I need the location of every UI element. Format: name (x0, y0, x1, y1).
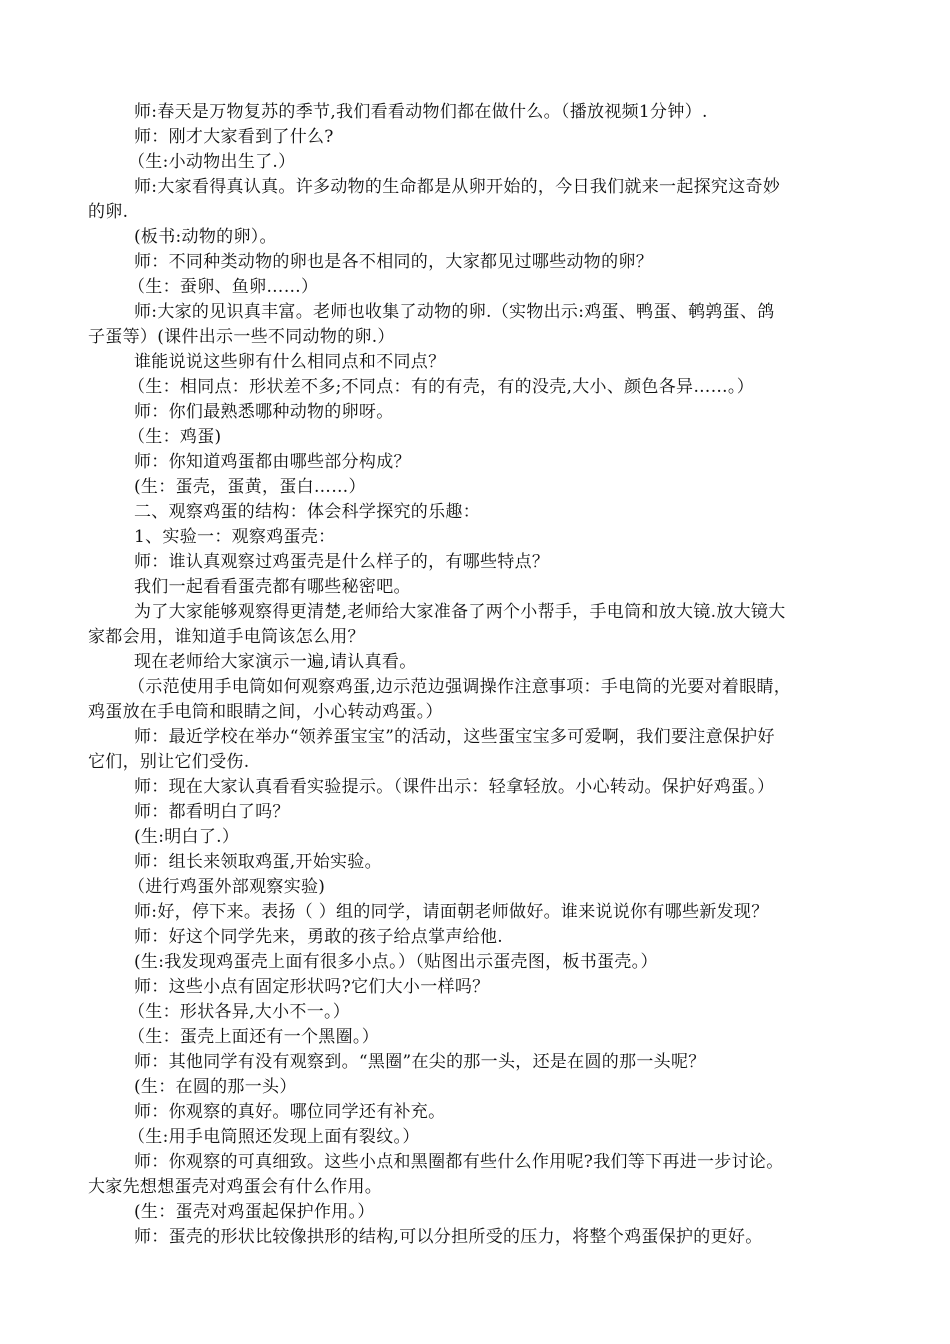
text-line: 的卵. (88, 202, 129, 222)
text-line: （生:用手电筒照还发现上面有裂纹。） (128, 1127, 420, 1147)
text-line: 它们，别让它们受伤. (88, 752, 250, 772)
text-line: 鸡蛋放在手电筒和眼睛之间，小心转动鸡蛋。） (88, 702, 443, 722)
text-line: 师：其他同学有没有观察到。“黑圈”在尖的那一头，还是在圆的那一头呢？ (134, 1052, 706, 1072)
text-line: 谁能说说这些卵有什么相同点和不同点？ (134, 352, 446, 372)
text-line: 师:大家的见识真丰富。老师也收集了动物的卵.（实物出示:鸡蛋、鸭蛋、鹌鹑蛋、鸽 (134, 302, 775, 322)
text-line: 师：这些小点有固定形状吗?它们大小一样吗？ (134, 977, 490, 997)
text-line: 师:大家看得真认真。许多动物的生命都是从卵开始的，今日我们就来一起探究这奇妙 (134, 177, 781, 197)
text-line: 师：组长来领取鸡蛋,开始实验。 (134, 852, 382, 872)
text-line: 家都会用，谁知道手电筒该怎么用？ (88, 627, 365, 647)
text-line: 师：蛋壳的形状比较像拱形的结构,可以分担所受的压力，将整个鸡蛋保护的更好。 (134, 1227, 763, 1247)
text-line: 师：你观察的真好。哪位同学还有补充。 (134, 1102, 446, 1122)
text-line: 师：不同种类动物的卵也是各不相同的，大家都见过哪些动物的卵？ (134, 252, 653, 272)
text-line: 师：你知道鸡蛋都由哪些部分构成？ (134, 452, 411, 472)
text-line: （进行鸡蛋外部观察实验) (128, 877, 326, 897)
text-line: (生：蛋壳，蛋黄，蛋白……） (134, 477, 366, 497)
text-line: （生：形状各异,大小不一。） (128, 1002, 351, 1022)
text-line: 师：谁认真观察过鸡蛋壳是什么样子的，有哪些特点？ (134, 552, 550, 572)
text-line: 现在老师给大家演示一遍,请认真看。 (134, 652, 417, 672)
section-heading: 二、观察鸡蛋的结构：体会科学探究的乐趣： (134, 502, 480, 522)
text-line: （示范使用手电筒如何观察鸡蛋,边示范边强调操作注意事项：手电筒的光要对着眼睛， (128, 677, 792, 697)
text-line: 师:春天是万物复苏的季节,我们看看动物们都在做什么。（播放视频1分钟）. (134, 102, 708, 122)
text-line: 师：好这个同学先来，勇敢的孩子给点掌声给他. (134, 927, 504, 947)
text-line: （生：相同点：形状差不多;不同点：有的有壳，有的没壳,大小、颜色各异……。） (128, 377, 755, 397)
text-line: 为了大家能够观察得更清楚,老师给大家准备了两个小帮手，手电筒和放大镜.放大镜大 (134, 602, 786, 622)
text-line: (生:明白了.） (134, 827, 240, 847)
text-line: （生：蚕卵、鱼卵……） (128, 277, 319, 297)
text-line: 师：你观察的可真细致。这些小点和黑圈都有些什么作用呢?我们等下再进一步讨论。 (134, 1152, 784, 1172)
text-line: 师:好，停下来。表扬（ ）组的同学，请面朝老师做好。谁来说说你有哪些新发现？ (134, 902, 769, 922)
subsection-heading: 1、实验一：观察鸡蛋壳： (134, 527, 336, 547)
text-line: 师：刚才大家看到了什么? (134, 127, 334, 147)
text-line: (生：蛋壳对鸡蛋起保护作用。） (134, 1202, 375, 1222)
text-line: (板书:动物的卵）。 (134, 227, 277, 247)
text-line: (生:我发现鸡蛋壳上面有很多小点。）（贴图出示蛋壳图，板书蛋壳。） (134, 952, 658, 972)
text-line: (生：在圆的那一头） (134, 1077, 297, 1097)
text-line: 师：最近学校在举办“领养蛋宝宝”的活动，这些蛋宝宝多可爱啊，我们要注意保护好 (134, 727, 775, 747)
text-line: 子蛋等）(课件出示一些不同动物的卵.） (88, 327, 395, 347)
text-line: （生：鸡蛋) (128, 427, 222, 447)
text-line: 师：都看明白了吗？ (134, 802, 290, 822)
text-line: 师：现在大家认真看看实验提示。（课件出示：轻拿轻放。小心转动。保护好鸡蛋。） (134, 777, 775, 797)
text-line: 师：你们最熟悉哪种动物的卵呀。 (134, 402, 394, 422)
text-line: （生：蛋壳上面还有一个黑圈。） (128, 1027, 379, 1047)
text-line: 大家先想想蛋壳对鸡蛋会有什么作用。 (88, 1177, 383, 1197)
text-line: （生:小动物出生了.） (128, 152, 296, 172)
text-line: 我们一起看看蛋壳都有哪些秘密吧。 (134, 577, 411, 597)
